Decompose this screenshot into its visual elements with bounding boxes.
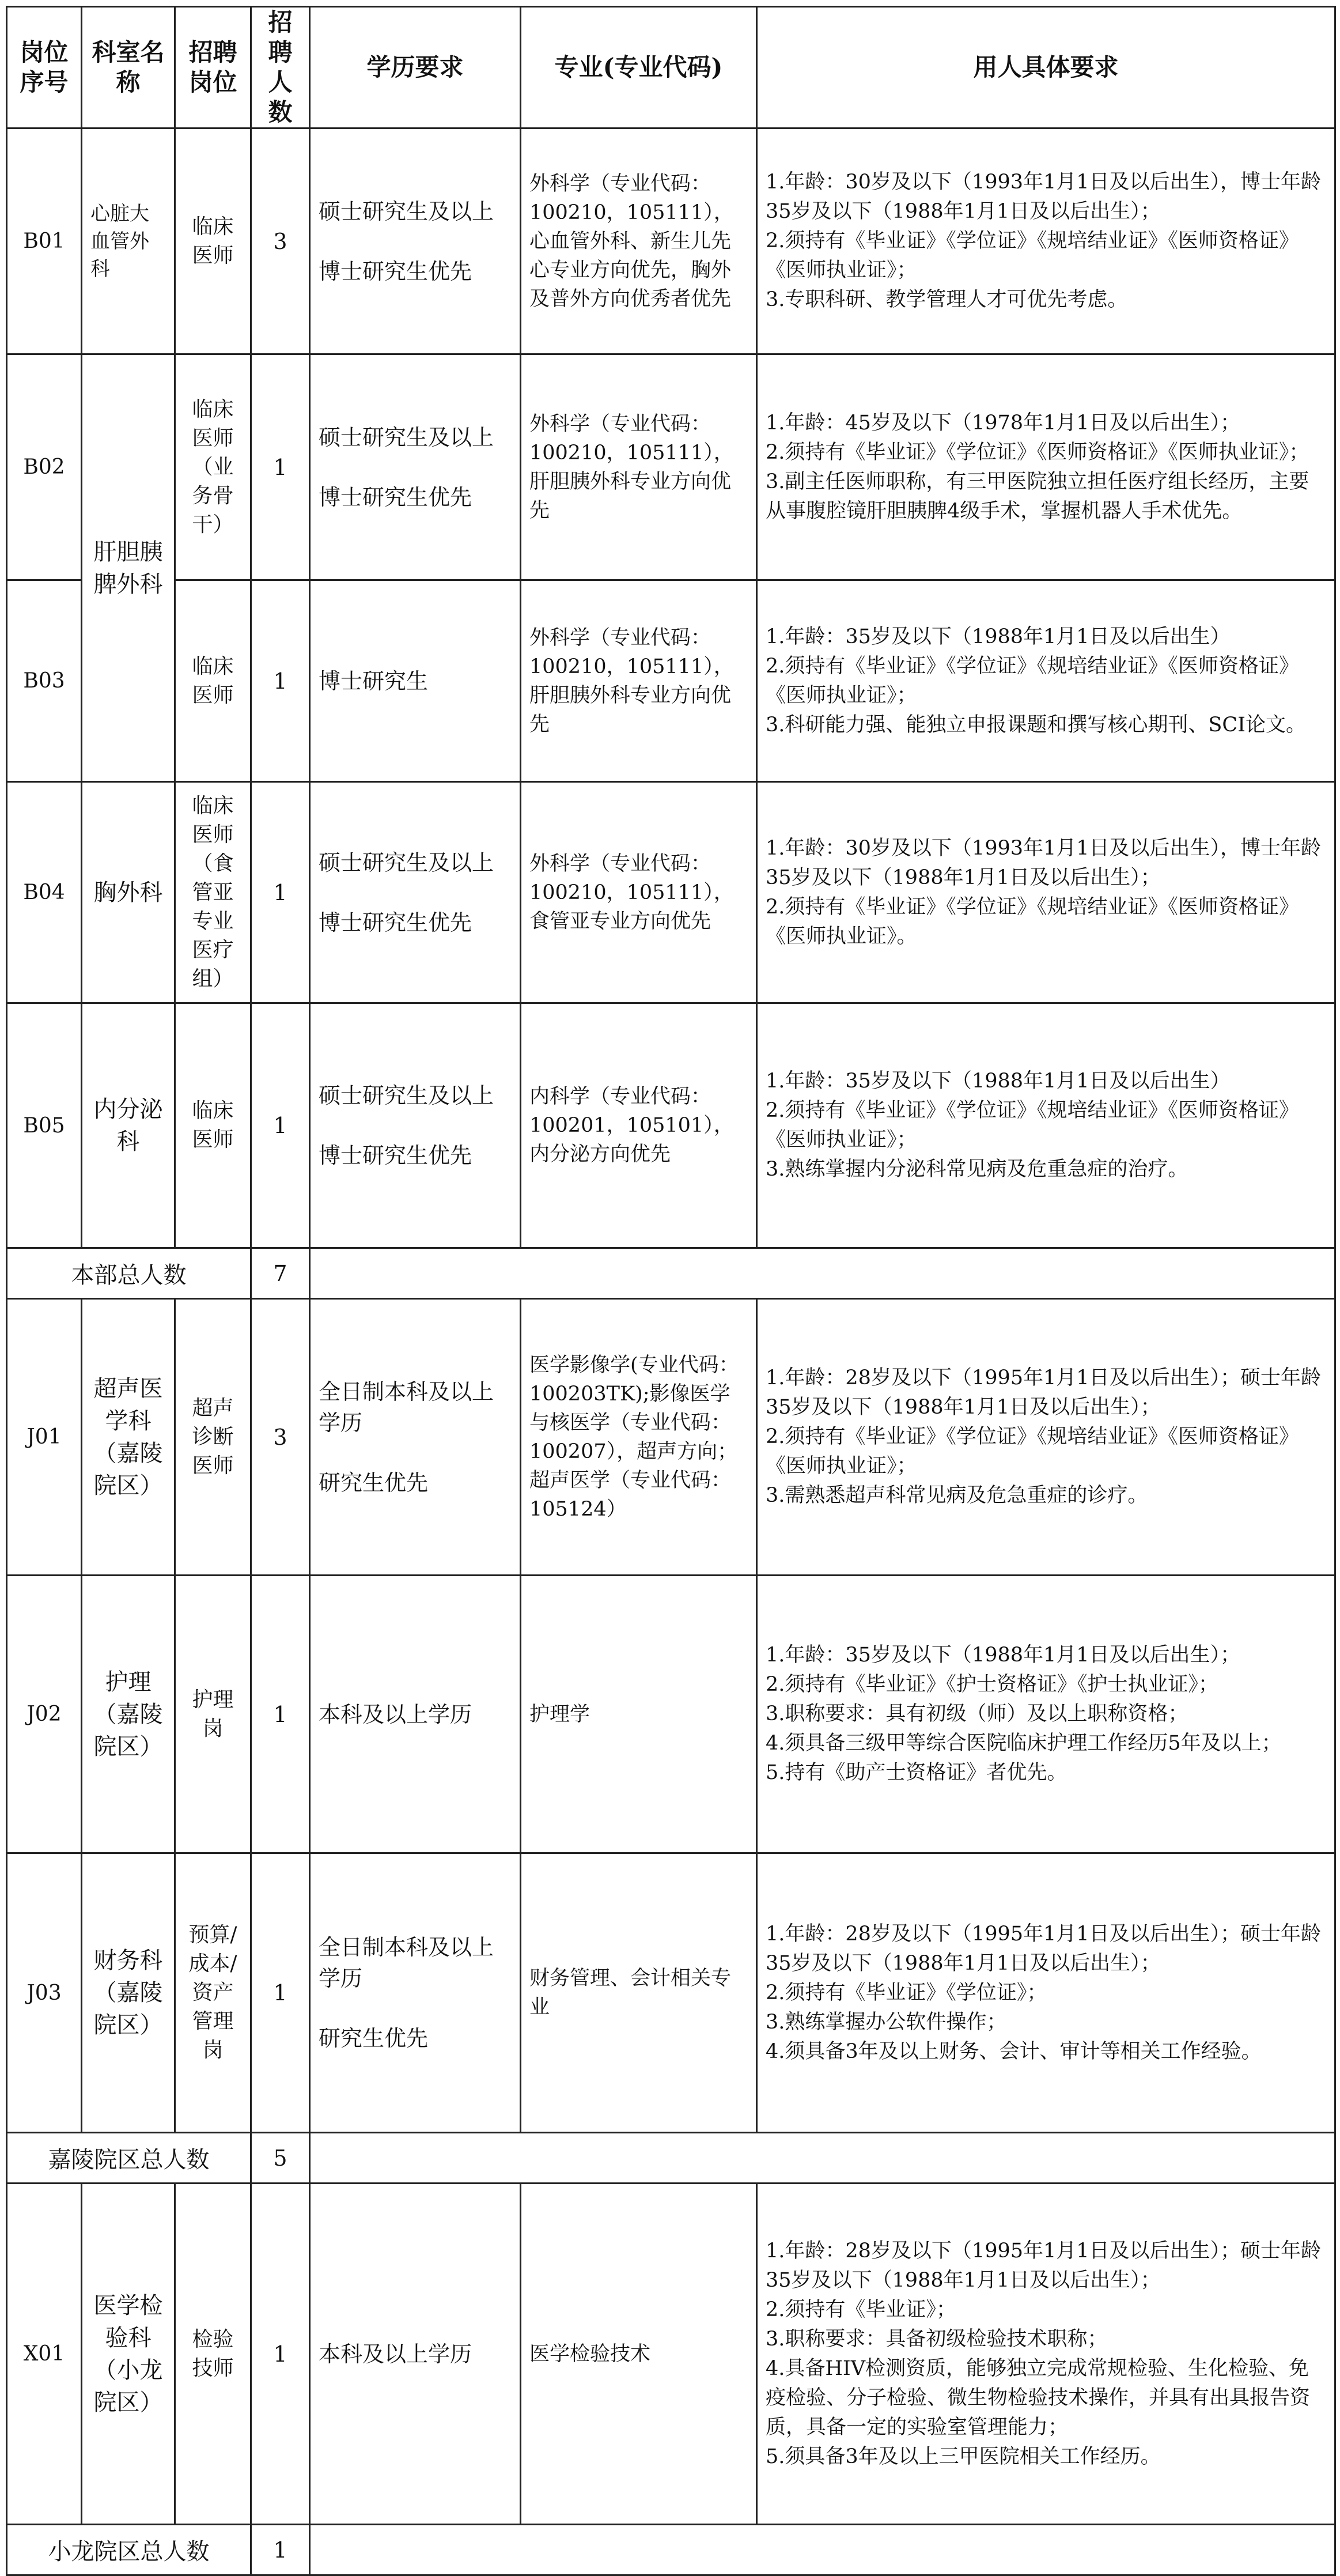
post-name: 临床医师 — [175, 580, 251, 782]
education-preference: 研究生优先 — [319, 2026, 429, 2051]
header-department: 科室名称 — [82, 7, 175, 129]
post-name: 临床医师 — [175, 129, 251, 354]
requirement-line: 3.副主任医师职称，有三甲医院独立担任医疗组长经历，主要从事腹腔镜肝胆胰脾4级手术，掌握机器人手术优先。 — [766, 470, 1309, 523]
headcount: 1 — [251, 1003, 310, 1248]
education-requirement: 全日制本科及以上学历 — [319, 1935, 494, 1991]
header-row — [7, 7, 1335, 129]
position-id: J01 — [7, 1299, 82, 1576]
requirement-line: 1.年龄：35岁及以下（1988年1月1日及以后出生）； — [766, 1644, 1241, 1667]
table-row — [7, 129, 1335, 354]
summary-count: 1 — [251, 2525, 310, 2575]
education-requirement: 硕士研究生及以上 — [319, 849, 494, 875]
major-requirement: 护理学 — [521, 1576, 757, 1853]
requirement-line: 3.熟练掌握办公软件操作； — [766, 2010, 1007, 2034]
position-id: J02 — [7, 1576, 82, 1853]
education-cell — [310, 1853, 521, 2133]
summary-label: 嘉陵院区总人数 — [7, 2133, 251, 2184]
department-name: 财务科（嘉陵院区） — [82, 1853, 175, 2133]
table-row — [7, 782, 1335, 1003]
requirements-cell — [757, 1853, 1335, 2133]
education-requirement: 博士研究生 — [319, 668, 429, 694]
post-name: 超声诊断医师 — [175, 1299, 251, 1576]
position-id: B01 — [7, 129, 82, 354]
education-cell — [310, 129, 521, 354]
requirement-line: 5.持有《助产士资格证》者优先。 — [766, 1761, 1068, 1784]
requirement-line: 3.需熟悉超声科常见病及危急重症的诊疗。 — [766, 1484, 1148, 1507]
major-requirement: 医学影像学(专业代码：100203TK);影像医学与核医学（专业代码：100207），超声方向；超声医学（专业代码：105124） — [521, 1299, 757, 1576]
header-education: 学历要求 — [310, 7, 521, 129]
headcount: 1 — [251, 2184, 310, 2525]
education-preference: 博士研究生优先 — [319, 909, 472, 935]
post-name: 护理岗 — [175, 1576, 251, 1853]
requirement-line: 2.须持有《毕业证》《学位证》《规培结业证》《医师资格证》《医师执业证》； — [766, 1099, 1299, 1151]
department-name: 肝胆胰脾外科 — [82, 354, 175, 782]
major-requirement: 财务管理、会计相关专业 — [521, 1853, 757, 2133]
education-preference: 博士研究生优先 — [319, 258, 472, 284]
requirement-line: 4.须具备3年及以上财务、会计、审计等相关工作经验。 — [766, 2039, 1262, 2063]
headcount: 1 — [251, 1576, 310, 1853]
major-requirement: 外科学（专业代码：100210，105111），肝胆胰外科专业方向优先 — [521, 354, 757, 580]
summary-row-main — [7, 1248, 1335, 1299]
recruitment-table — [6, 6, 1336, 2576]
table-row — [7, 1003, 1335, 1248]
table-row — [7, 2184, 1335, 2525]
education-cell — [310, 1299, 521, 1576]
summary-empty — [310, 1248, 1335, 1299]
requirement-line: 1.年龄：30岁及以下（1993年1月1日及以后出生），博士年龄35岁及以下（1988年1月1日及以后出生）； — [766, 836, 1322, 889]
table-row — [7, 1299, 1335, 1576]
education-preference: 博士研究生优先 — [319, 484, 472, 510]
education-requirement: 硕士研究生及以上 — [319, 1083, 494, 1108]
requirement-line: 3.科研能力强、能独立申报课题和撰写核心期刊、SCI论文。 — [766, 713, 1306, 736]
table-row — [7, 354, 1335, 580]
requirement-line: 2.须持有《毕业证》《学位证》《规培结业证》《医师资格证》《医师执业证》； — [766, 654, 1299, 707]
requirement-line: 2.须持有《毕业证》《学位证》《规培结业证》《医师资格证》《医师执业证》； — [766, 1425, 1299, 1478]
requirement-line: 1.年龄：28岁及以下（1995年1月1日及以后出生）；硕士年龄35岁及以下（1988年1月1日及以后出生）； — [766, 1922, 1322, 1975]
post-name: 临床医师（食管亚专业医疗组） — [175, 782, 251, 1003]
header-post: 招聘岗位 — [175, 7, 251, 129]
requirement-line: 2.须持有《毕业证》《学位证》《规培结业证》《医师资格证》《医师执业证》； — [766, 229, 1299, 282]
table-row — [7, 1576, 1335, 1853]
education-cell — [310, 1003, 521, 1248]
requirement-line: 3.熟练掌握内分泌科常见病及危重急症的治疗。 — [766, 1158, 1188, 1181]
requirements-cell — [757, 129, 1335, 354]
requirement-line: 2.须持有《毕业证》《学位证》《规培结业证》《医师资格证》《医师执业证》。 — [766, 895, 1299, 948]
requirement-line: 2.须持有《毕业证》《学位证》； — [766, 1981, 1047, 2004]
requirement-line: 3.专职科研、教学管理人才可优先考虑。 — [766, 288, 1128, 311]
headcount: 1 — [251, 580, 310, 782]
header-headcount: 招聘人数 — [251, 7, 310, 129]
headcount: 1 — [251, 1853, 310, 2133]
headcount: 1 — [251, 354, 310, 580]
position-id: B03 — [7, 580, 82, 782]
requirements-cell — [757, 1299, 1335, 1576]
education-cell — [310, 1576, 521, 1853]
education-preference: 博士研究生优先 — [319, 1143, 472, 1168]
requirements-cell — [757, 354, 1335, 580]
requirement-line: 4.具备HIV检测资质，能够独立完成常规检验、生化检验、免疫检验、分子检验、微生物检验技术操作，并具有出具报告资质，具备一定的实验室管理能力； — [766, 2356, 1311, 2439]
position-id: J03 — [7, 1853, 82, 2133]
post-name: 临床医师 — [175, 1003, 251, 1248]
education-cell — [310, 782, 521, 1003]
header-requirements: 用人具体要求 — [757, 7, 1335, 129]
position-id: X01 — [7, 2184, 82, 2525]
summary-count: 5 — [251, 2133, 310, 2184]
position-id: B02 — [7, 354, 82, 580]
summary-row-xiaolong — [7, 2525, 1335, 2575]
position-id: B04 — [7, 782, 82, 1003]
post-name: 临床医师（业务骨干） — [175, 354, 251, 580]
requirement-line: 1.年龄：28岁及以下（1995年1月1日及以后出生）；硕士年龄35岁及以下（1988年1月1日及以后出生）； — [766, 2239, 1322, 2292]
summary-row-jialing — [7, 2133, 1335, 2184]
education-requirement: 本科及以上学历 — [319, 1701, 472, 1727]
headcount: 3 — [251, 129, 310, 354]
requirement-line: 4.须具备三级甲等综合医院临床护理工作经历5年及以上； — [766, 1732, 1282, 1755]
header-position-id: 岗位序号 — [7, 7, 82, 129]
requirement-line: 5.须具备3年及以上三甲医院相关工作经历。 — [766, 2445, 1161, 2468]
requirement-line: 2.须持有《毕业证》《学位证》《医师资格证》《医师执业证》； — [766, 440, 1309, 464]
summary-label: 小龙院区总人数 — [7, 2525, 251, 2575]
major-requirement: 外科学（专业代码：100210，105111），心血管外科、新生儿先心专业方向优先，胸外及普外方向优秀者优先 — [521, 129, 757, 354]
requirement-line: 1.年龄：35岁及以下（1988年1月1日及以后出生） — [766, 1070, 1231, 1093]
recruitment-table-wrapper — [6, 6, 1334, 2576]
department-name: 医学检验科（小龙院区） — [82, 2184, 175, 2525]
education-cell — [310, 354, 521, 580]
summary-label: 本部总人数 — [7, 1248, 251, 1299]
summary-empty — [310, 2525, 1335, 2575]
education-requirement: 全日制本科及以上学历 — [319, 1378, 494, 1436]
requirement-line: 1.年龄：28岁及以下（1995年1月1日及以后出生）；硕士年龄35岁及以下（1988年1月1日及以后出生）； — [766, 1366, 1322, 1419]
requirements-cell — [757, 1576, 1335, 1853]
table-row — [7, 580, 1335, 782]
requirement-line: 3.职称要求：具有初级（师）及以上职称资格； — [766, 1702, 1188, 1725]
department-name: 胸外科 — [82, 782, 175, 1003]
requirement-line: 2.须持有《毕业证》； — [766, 2298, 956, 2321]
table-row — [7, 1853, 1335, 2133]
department-name: 护理（嘉陵院区） — [82, 1576, 175, 1853]
summary-count: 7 — [251, 1248, 310, 1299]
requirements-cell — [757, 2184, 1335, 2525]
post-name: 检验技师 — [175, 2184, 251, 2525]
requirements-cell — [757, 1003, 1335, 1248]
requirement-line: 2.须持有《毕业证》《护士资格证》《护士执业证》； — [766, 1673, 1218, 1696]
requirement-line: 1.年龄：45岁及以下（1978年1月1日及以后出生）； — [766, 411, 1241, 435]
education-cell — [310, 580, 521, 782]
major-requirement: 医学检验技术 — [521, 2184, 757, 2525]
position-id: B05 — [7, 1003, 82, 1248]
education-requirement: 本科及以上学历 — [319, 2341, 472, 2367]
headcount: 1 — [251, 782, 310, 1003]
department-name: 超声医学科（嘉陵院区） — [82, 1299, 175, 1576]
requirements-cell — [757, 782, 1335, 1003]
major-requirement: 外科学（专业代码：100210，105111），食管亚专业方向优先 — [521, 782, 757, 1003]
requirement-line: 1.年龄：30岁及以下（1993年1月1日及以后出生），博士年龄35岁及以下（1988年1月1日及以后出生）； — [766, 171, 1322, 223]
department-name: 内分泌科 — [82, 1003, 175, 1248]
education-preference: 研究生优先 — [319, 1470, 429, 1495]
education-cell — [310, 2184, 521, 2525]
requirement-line: 1.年龄：35岁及以下（1988年1月1日及以后出生） — [766, 625, 1231, 648]
headcount: 3 — [251, 1299, 310, 1576]
summary-empty — [310, 2133, 1335, 2184]
major-requirement: 内科学（专业代码：100201，105101），内分泌方向优先 — [521, 1003, 757, 1248]
header-major: 专业(专业代码) — [521, 7, 757, 129]
requirement-line: 3.职称要求：具备初级检验技术职称； — [766, 2327, 1108, 2351]
department-name: 心脏大血管外科 — [82, 129, 175, 354]
requirements-cell — [757, 580, 1335, 782]
education-requirement: 硕士研究生及以上 — [319, 424, 494, 450]
post-name: 预算/成本/资产管理岗 — [175, 1853, 251, 2133]
major-requirement: 外科学（专业代码：100210，105111），肝胆胰外科专业方向优先 — [521, 580, 757, 782]
education-requirement: 硕士研究生及以上 — [319, 198, 494, 224]
